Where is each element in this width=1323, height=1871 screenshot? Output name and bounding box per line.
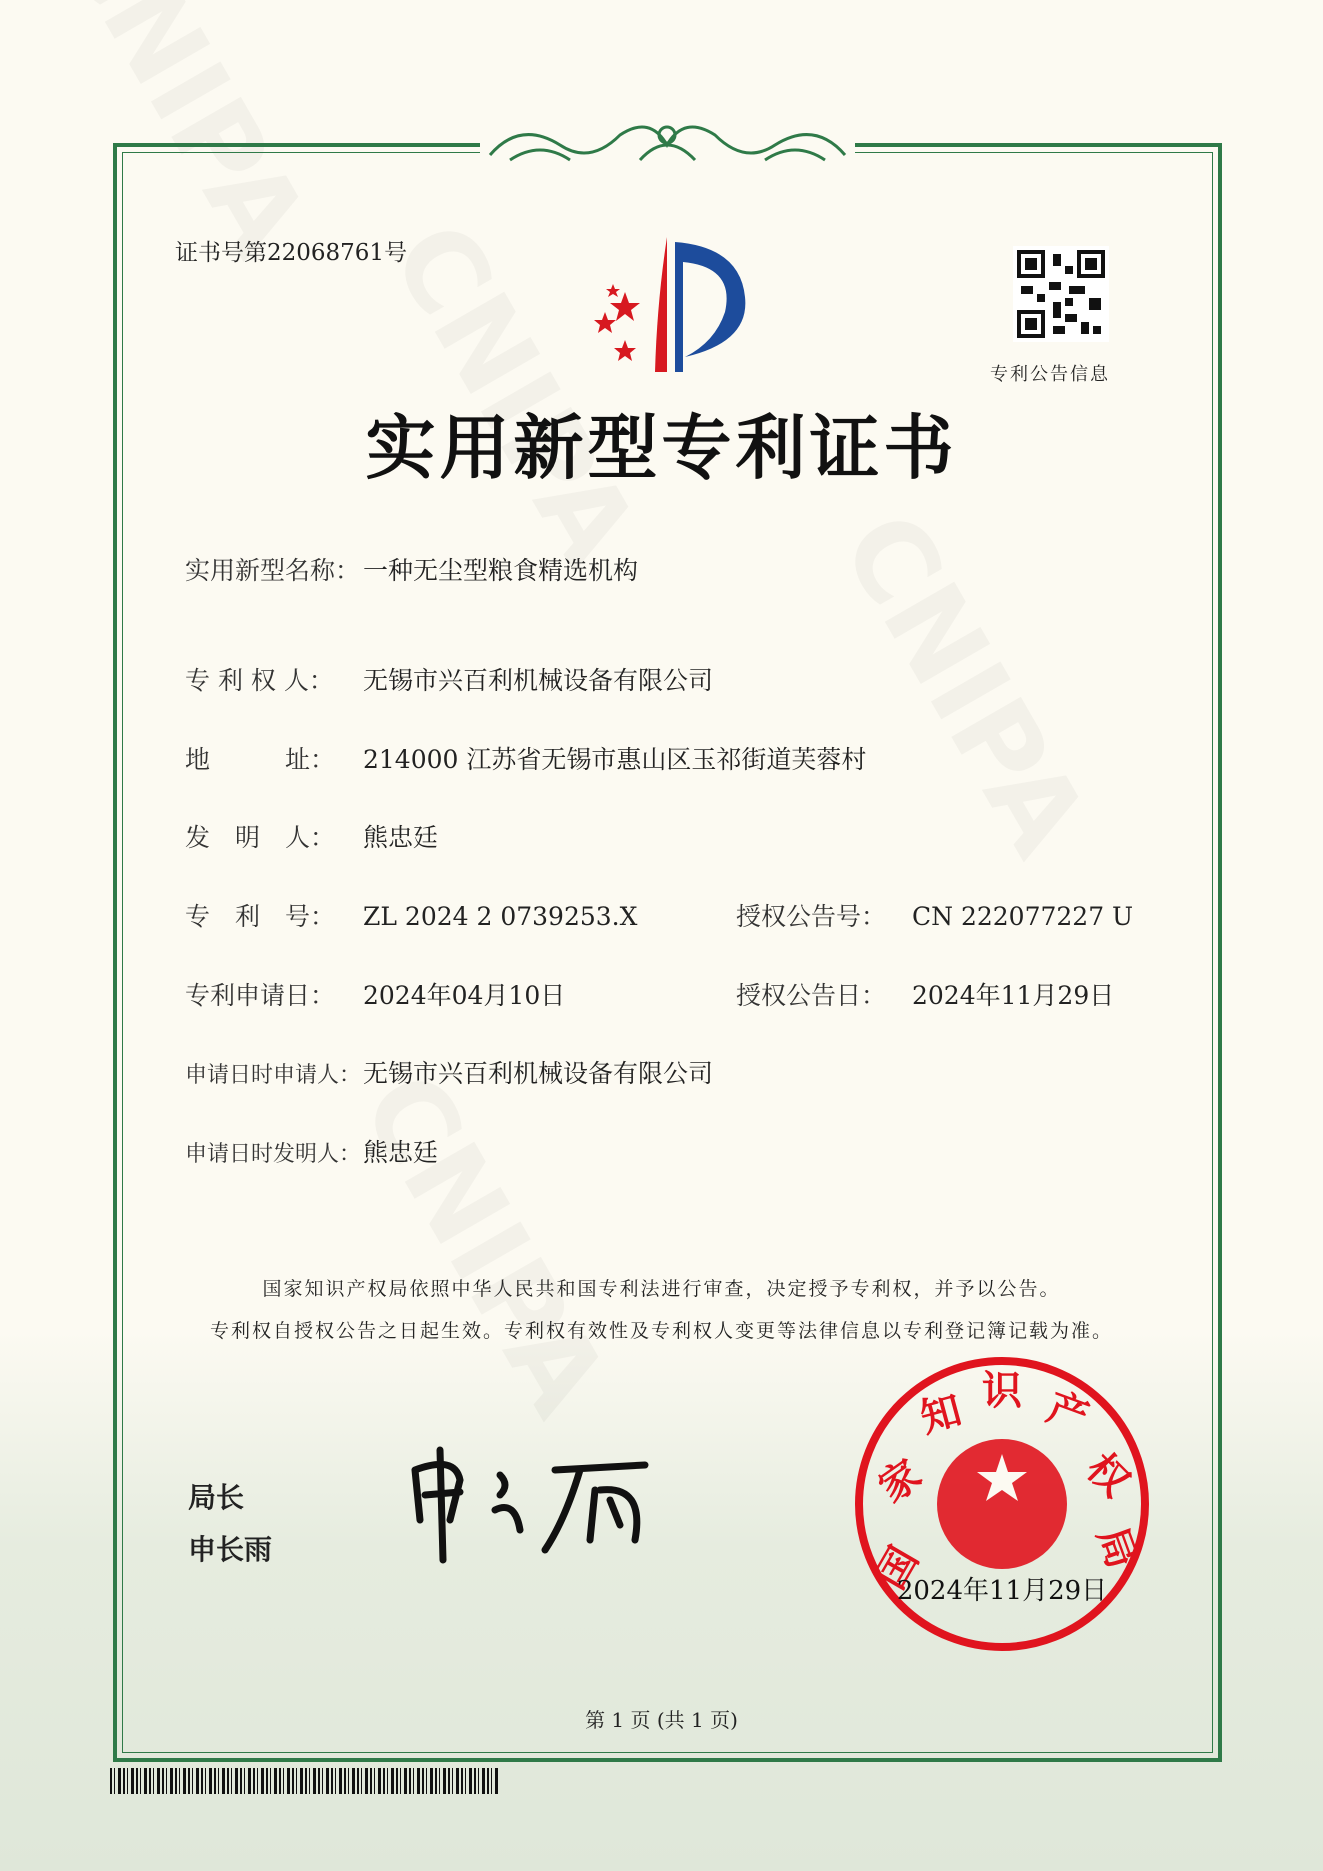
svg-text:产: 产 — [1041, 1384, 1095, 1442]
svg-text:知: 知 — [915, 1387, 967, 1443]
field-grant-date: 授权公告日： 2024年11月29日 — [736, 981, 1115, 1010]
svg-text:识: 识 — [982, 1368, 1022, 1414]
field-address: 地 址： 214000 江苏省无锡市惠山区玉祁街道芙蓉村 — [185, 745, 867, 774]
field-applicant-at-filing: 申请日时申请人：无锡市兴百利机械设备有限公司 — [185, 1059, 714, 1088]
svg-text:局: 局 — [1088, 1521, 1145, 1575]
seal-date: 2024年11月29日 — [896, 1576, 1108, 1606]
qr-code[interactable] — [1013, 246, 1109, 342]
signatory-title: 局长 — [188, 1481, 245, 1514]
notice-line-1: 国家知识产权局依照中华人民共和国专利法进行审查，决定授予专利权，并予以公告。 — [262, 1278, 1061, 1300]
field-inventor-at-filing: 申请日时发明人：熊忠廷 — [185, 1138, 439, 1167]
notice-line-2: 专利权自授权公告之日起生效。专利权有效性及专利权人变更等法律信息以专利登记簿记载为准。 — [209, 1320, 1113, 1342]
field-grant-number: 授权公告号： CN 222077227 U — [736, 902, 1134, 931]
official-seal — [852, 1354, 1152, 1654]
certificate-title: 实用新型专利证书 — [365, 407, 958, 489]
field-filing-date: 专利申请日： 2024年04月10日 — [185, 981, 566, 1010]
page-number: 第 1 页 (共 1 页) — [585, 1708, 738, 1732]
svg-text:权: 权 — [1077, 1445, 1139, 1506]
signature — [405, 1440, 685, 1565]
field-patentee: 专 利 权 人： 无锡市兴百利机械设备有限公司 — [185, 666, 714, 695]
qr-label: 专利公告信息 — [990, 364, 1110, 385]
field-patent-number: 专 利 号： ZL 2024 2 0739253.X — [185, 902, 638, 931]
ornament-top — [480, 115, 855, 175]
certificate-number: 证书号第22068761号 — [175, 240, 408, 266]
field-name: 实用新型名称： 一种无尘型粮食精选机构 — [185, 556, 639, 585]
svg-text:家: 家 — [870, 1451, 930, 1512]
svg-text:国: 国 — [867, 1539, 928, 1597]
signatory-name: 申长雨 — [188, 1533, 273, 1566]
barcode — [110, 1768, 500, 1794]
field-inventor: 发 明 人： 熊忠廷 — [185, 823, 439, 852]
cnipa-logo — [575, 232, 765, 382]
